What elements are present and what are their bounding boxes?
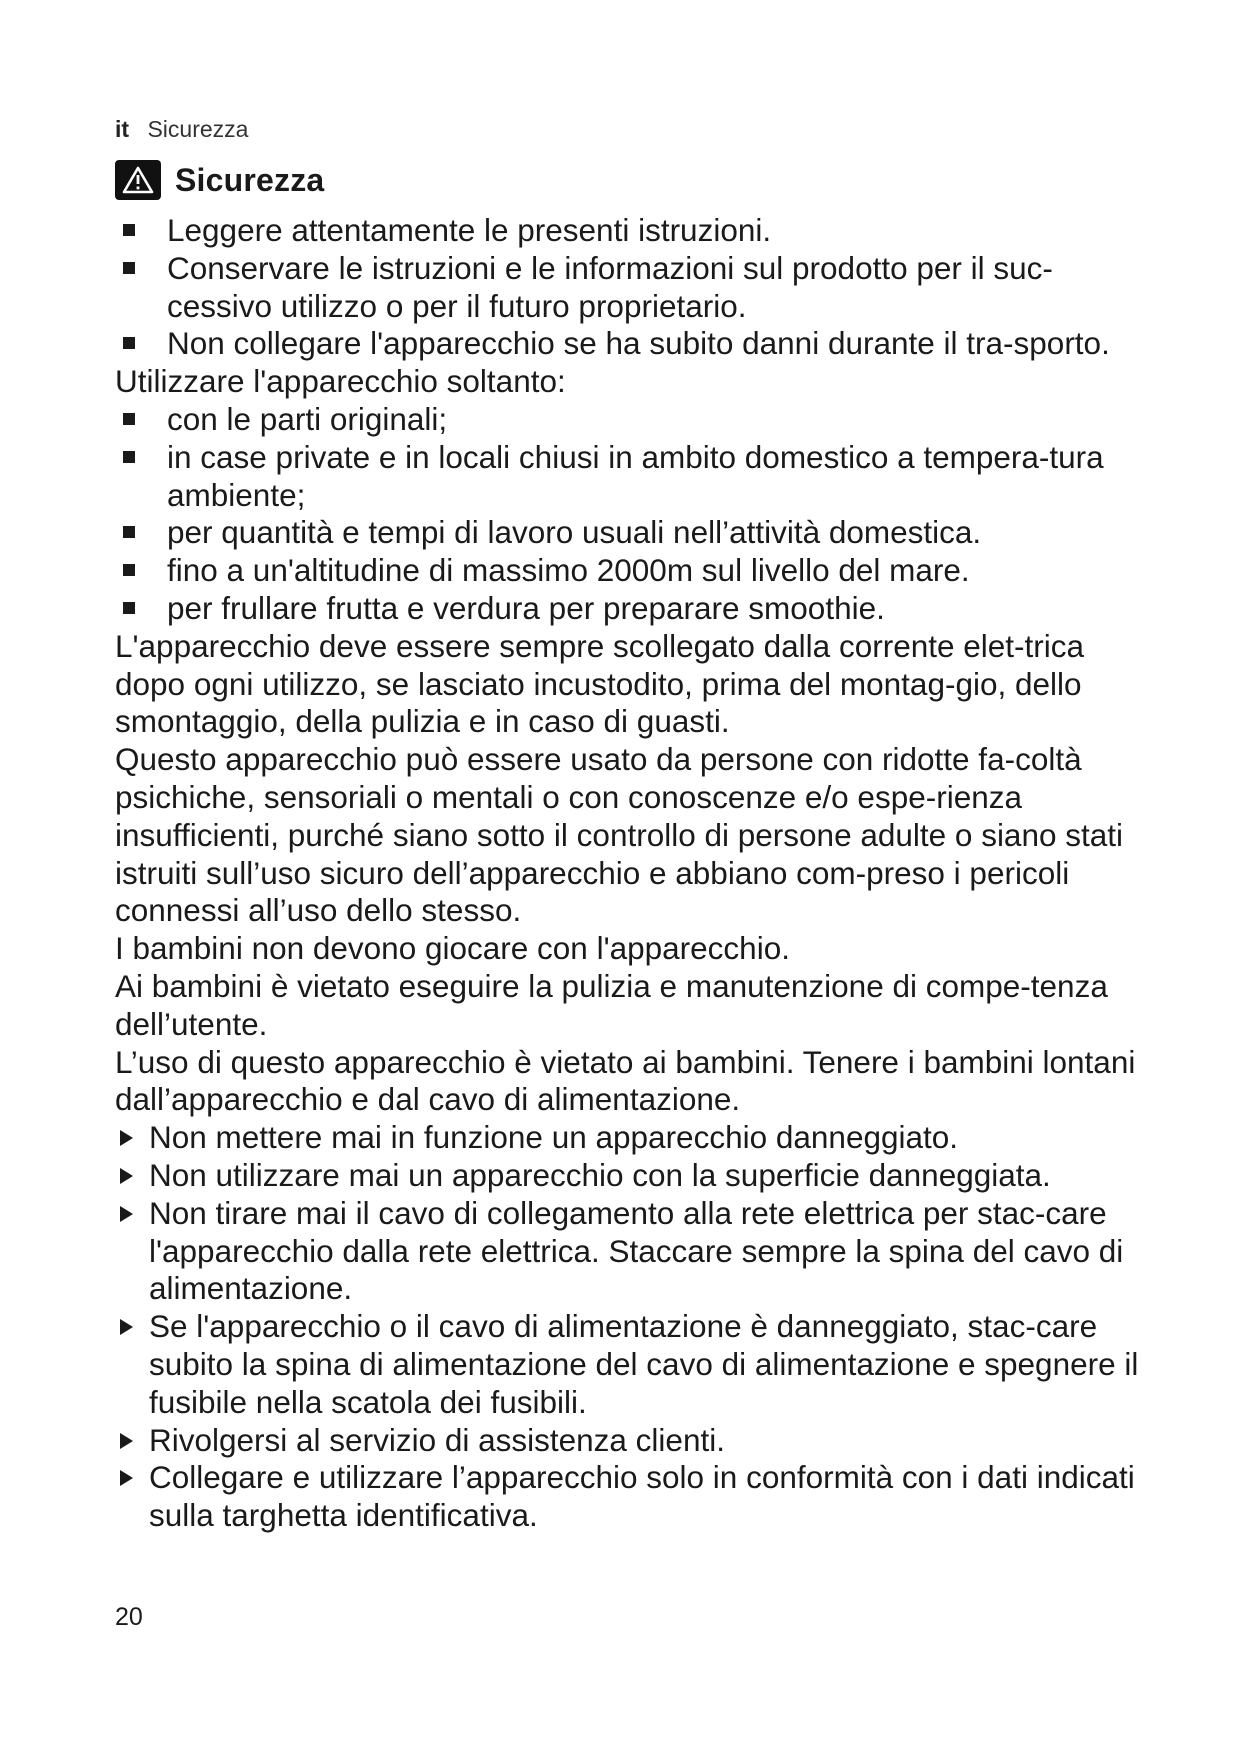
list-item: con le parti originali; xyxy=(115,401,1145,439)
instruction-item: Rivolgersi al servizio di assistenza clienti. xyxy=(115,1422,1145,1460)
language-code: it xyxy=(115,116,130,142)
page-title: Sicurezza xyxy=(175,161,325,198)
paragraph: Ai bambini è vietato eseguire la pulizia e manutenzione di compe-tenza dell’utente. xyxy=(115,967,1108,1042)
instruction-item: Non utilizzare mai un apparecchio con la superficie danneggiata. xyxy=(115,1157,1145,1195)
list-item: fino a un'altitudine di massimo 2000m sul livello del mare. xyxy=(115,552,1145,590)
running-header xyxy=(115,115,248,143)
usage-list xyxy=(115,401,1145,628)
paragraph: I bambini non devono giocare con l'apparecchio. xyxy=(115,930,790,967)
list-item: Non collegare l'apparecchio se ha subito danni durante il tra-sporto. xyxy=(115,325,1145,363)
usage-heading: Utilizzare l'apparecchio soltanto: xyxy=(115,363,566,400)
instruction-item: Non tirare mai il cavo di collegamento alla rete elettrica per stac-care l'apparecchio dalla rete elettrica. Staccare sempre la spina del cavo di alimentazione. xyxy=(115,1195,1145,1308)
paragraph: Questo apparecchio può essere usato da persone con ridotte fa-coltà psichiche, sensoriali o mentali o con conoscenze e/o espe-rienza insufficienti, purché siano sotto il controllo di persone adulte o siano stati istruiti sull’uso sicuro dell’apparecchio e abbiano com-preso i pericoli connessi all’uso dello stesso. xyxy=(115,741,1124,929)
instruction-item: Se l'apparecchio o il cavo di alimentazione è danneggiato, stac-care subito la spina di alimentazione del cavo di alimentazione e spegnere il fusibile nella scatola dei fusibili. xyxy=(115,1308,1145,1421)
page-number: 20 xyxy=(115,1603,143,1631)
list-item: Leggere attentamente le presenti istruzioni. xyxy=(115,212,1145,250)
list-item: per frullare frutta e verdura per preparare smoothie. xyxy=(115,590,1145,628)
header-section-name: Sicurezza xyxy=(147,116,249,142)
list-item: per quantità e tempi di lavoro usuali nell’attività domestica. xyxy=(115,514,1145,552)
instruction-item: Non mettere mai in funzione un apparecchio danneggiato. xyxy=(115,1119,1145,1157)
paragraph: L’uso di questo apparecchio è vietato ai bambini. Tenere i bambini lontani dall’apparecchio e dal cavo di alimentazione. xyxy=(115,1043,1136,1118)
instruction-item: Collegare e utilizzare l’apparecchio solo in conformità con i dati indicati sulla targhetta identificativa. xyxy=(115,1459,1145,1535)
intro-list xyxy=(115,212,1145,363)
instruction-list xyxy=(115,1119,1145,1535)
list-item: in case private e in locali chiusi in ambito domestico a tempera-tura ambiente; xyxy=(115,439,1145,515)
section-title-row xyxy=(115,160,324,200)
warning-icon xyxy=(115,160,161,200)
list-item: Conservare le istruzioni e le informazioni sul prodotto per il suc-cessivo utilizzo o per il futuro proprietario. xyxy=(115,250,1145,326)
safety-content xyxy=(115,212,1145,1535)
paragraph: L'apparecchio deve essere sempre scollegato dalla corrente elet-trica dopo ogni utilizzo, se lasciato incustodito, prima del montag-gio, dello smontaggio, della pulizia e in caso di guasti. xyxy=(115,627,1085,740)
